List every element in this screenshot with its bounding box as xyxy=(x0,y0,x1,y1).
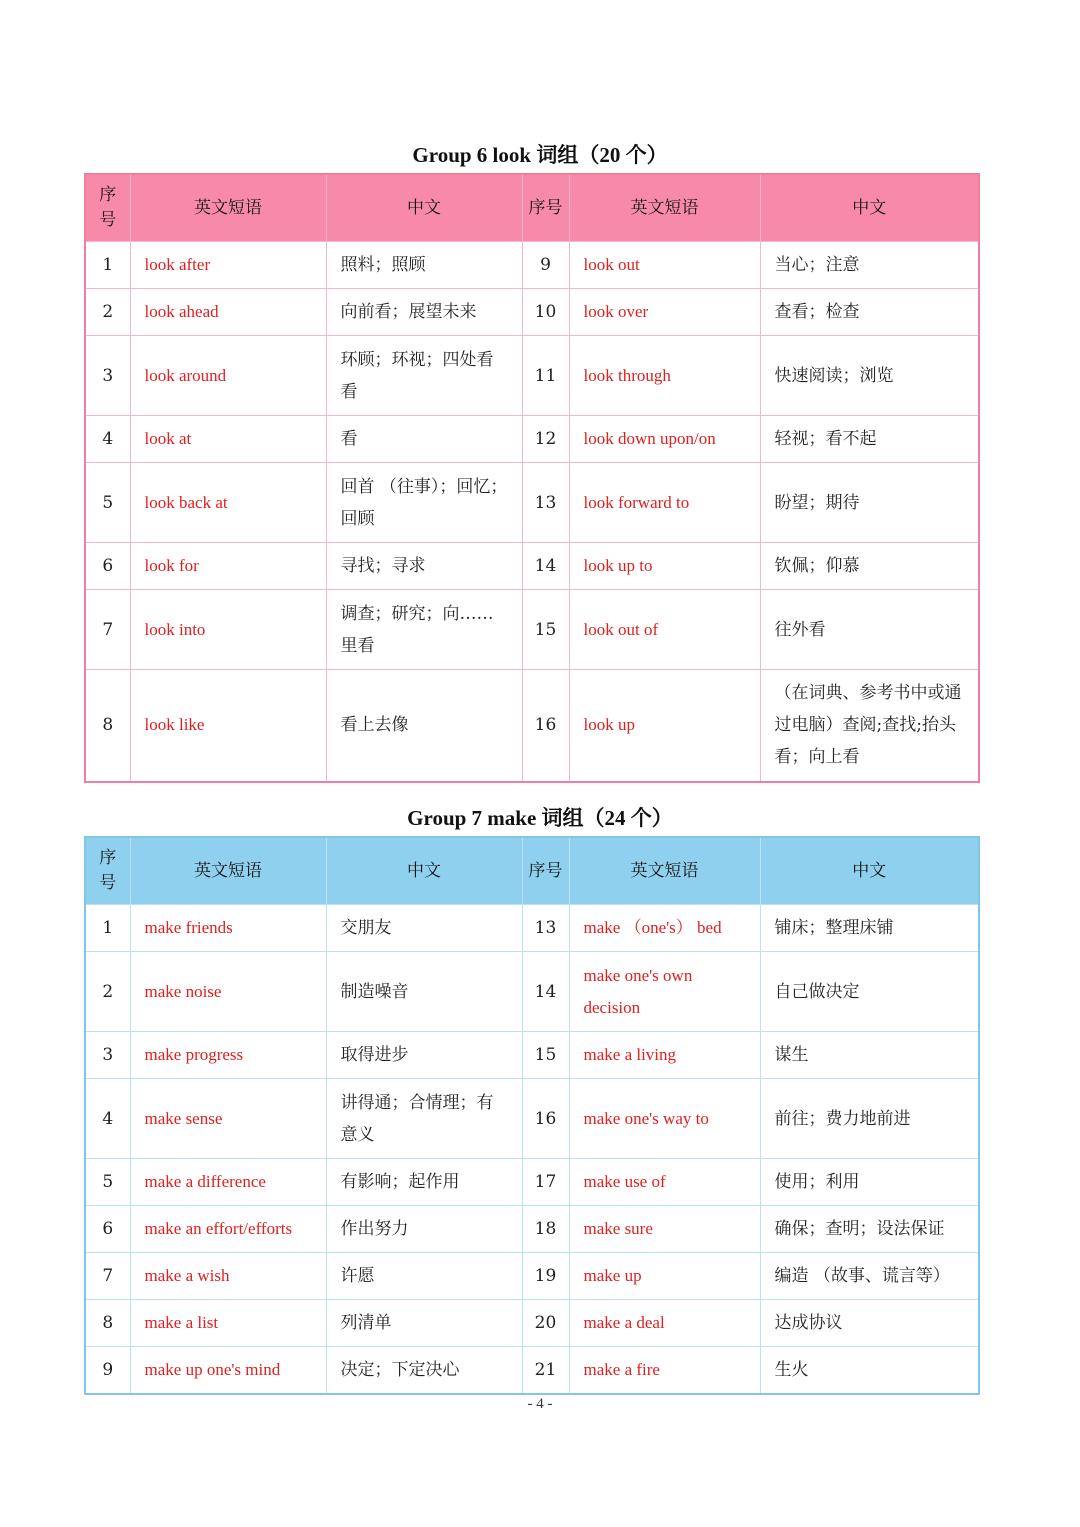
english-phrase: look around xyxy=(130,336,326,416)
row-number: 16 xyxy=(522,1079,569,1159)
english-phrase: make one's own decision xyxy=(569,952,760,1032)
row-number: 3 xyxy=(85,336,130,416)
row-number: 6 xyxy=(85,543,130,590)
table-row xyxy=(85,289,979,336)
table-row xyxy=(85,1032,979,1079)
chinese-meaning: 交朋友 xyxy=(326,905,522,952)
english-phrase: make a list xyxy=(130,1300,326,1347)
chinese-meaning: 自己做决定 xyxy=(760,952,979,1032)
table-row xyxy=(85,543,979,590)
group6-title: Group 6 look 词组（20 个） xyxy=(412,143,668,167)
chinese-meaning: 盼望；期待 xyxy=(760,463,979,543)
english-phrase: make use of xyxy=(569,1159,760,1206)
chinese-meaning: 查看；检查 xyxy=(760,289,979,336)
english-phrase: look for xyxy=(130,543,326,590)
english-phrase: look up xyxy=(569,670,760,782)
table-row xyxy=(85,1347,979,1394)
english-phrase: make up one's mind xyxy=(130,1347,326,1394)
chinese-meaning: 快速阅读；浏览 xyxy=(760,336,979,416)
chinese-meaning: 轻视；看不起 xyxy=(760,416,979,463)
chinese-meaning: 有影响；起作用 xyxy=(326,1159,522,1206)
table-row xyxy=(85,590,979,670)
header-cn: 中文 xyxy=(760,837,979,905)
english-phrase: look down upon/on xyxy=(569,416,760,463)
chinese-meaning: 看上去像 xyxy=(326,670,522,782)
english-phrase: look like xyxy=(130,670,326,782)
group6-table xyxy=(84,173,980,783)
english-phrase: make a wish xyxy=(130,1253,326,1300)
table-header-row xyxy=(85,837,979,905)
english-phrase: make friends xyxy=(130,905,326,952)
row-number: 21 xyxy=(522,1347,569,1394)
chinese-meaning: 列清单 xyxy=(326,1300,522,1347)
row-number: 7 xyxy=(85,1253,130,1300)
row-number: 13 xyxy=(522,905,569,952)
group7-table xyxy=(84,836,980,1395)
chinese-meaning: 调查；研究；向……里看 xyxy=(326,590,522,670)
row-number: 2 xyxy=(85,952,130,1032)
chinese-meaning: 环顾；环视；四处看看 xyxy=(326,336,522,416)
row-number: 14 xyxy=(522,543,569,590)
row-number: 17 xyxy=(522,1159,569,1206)
table-row xyxy=(85,1159,979,1206)
english-phrase: look up to xyxy=(569,543,760,590)
english-phrase: make a deal xyxy=(569,1300,760,1347)
row-number: 8 xyxy=(85,1300,130,1347)
chinese-meaning: 照料；照顾 xyxy=(326,242,522,289)
english-phrase: look into xyxy=(130,590,326,670)
table-row xyxy=(85,416,979,463)
chinese-meaning: 使用；利用 xyxy=(760,1159,979,1206)
table-row xyxy=(85,1206,979,1253)
row-number: 15 xyxy=(522,1032,569,1079)
english-phrase: make noise xyxy=(130,952,326,1032)
row-number: 15 xyxy=(522,590,569,670)
header-cn: 中文 xyxy=(326,174,522,242)
row-number: 10 xyxy=(522,289,569,336)
row-number: 11 xyxy=(522,336,569,416)
english-phrase: make an effort/efforts xyxy=(130,1206,326,1253)
header-cn: 中文 xyxy=(326,837,522,905)
chinese-meaning: 作出努力 xyxy=(326,1206,522,1253)
header-num: 序号 xyxy=(85,174,130,242)
table-row xyxy=(85,1300,979,1347)
chinese-meaning: 谋生 xyxy=(760,1032,979,1079)
chinese-meaning: 前往；费力地前进 xyxy=(760,1079,979,1159)
english-phrase: look forward to xyxy=(569,463,760,543)
chinese-meaning: 许愿 xyxy=(326,1253,522,1300)
table-row xyxy=(85,463,979,543)
table-header-row xyxy=(85,174,979,242)
chinese-meaning: 制造噪音 xyxy=(326,952,522,1032)
chinese-meaning: 决定；下定决心 xyxy=(326,1347,522,1394)
english-phrase: make up xyxy=(569,1253,760,1300)
row-number: 5 xyxy=(85,463,130,543)
english-phrase: look after xyxy=(130,242,326,289)
row-number: 1 xyxy=(85,242,130,289)
chinese-meaning: 确保；查明；设法保证 xyxy=(760,1206,979,1253)
chinese-meaning: 看 xyxy=(326,416,522,463)
row-number: 13 xyxy=(522,463,569,543)
table-row xyxy=(85,1079,979,1159)
row-number: 7 xyxy=(85,590,130,670)
page-number: - 4 - xyxy=(527,1396,553,1412)
chinese-meaning: 讲得通；合情理；有意义 xyxy=(326,1079,522,1159)
english-phrase: look out of xyxy=(569,590,760,670)
english-phrase: make one's way to xyxy=(569,1079,760,1159)
row-number: 3 xyxy=(85,1032,130,1079)
row-number: 18 xyxy=(522,1206,569,1253)
row-number: 14 xyxy=(522,952,569,1032)
header-cn: 中文 xyxy=(760,174,979,242)
english-phrase: look through xyxy=(569,336,760,416)
header-en: 英文短语 xyxy=(130,174,326,242)
header-en: 英文短语 xyxy=(569,174,760,242)
row-number: 5 xyxy=(85,1159,130,1206)
table-row xyxy=(85,905,979,952)
table-row xyxy=(85,952,979,1032)
chinese-meaning: 钦佩；仰慕 xyxy=(760,543,979,590)
chinese-meaning: 达成协议 xyxy=(760,1300,979,1347)
row-number: 2 xyxy=(85,289,130,336)
chinese-meaning: 向前看；展望未来 xyxy=(326,289,522,336)
english-phrase: look back at xyxy=(130,463,326,543)
header-en: 英文短语 xyxy=(569,837,760,905)
row-number: 9 xyxy=(85,1347,130,1394)
chinese-meaning: 当心；注意 xyxy=(760,242,979,289)
english-phrase: make （one's） bed xyxy=(569,905,760,952)
row-number: 4 xyxy=(85,416,130,463)
table-row xyxy=(85,242,979,289)
chinese-meaning: 取得进步 xyxy=(326,1032,522,1079)
chinese-meaning: 生火 xyxy=(760,1347,979,1394)
group7-title: Group 7 make 词组（24 个） xyxy=(407,806,673,830)
english-phrase: make sense xyxy=(130,1079,326,1159)
row-number: 20 xyxy=(522,1300,569,1347)
header-en: 英文短语 xyxy=(130,837,326,905)
header-num: 序号 xyxy=(85,837,130,905)
table-row xyxy=(85,1253,979,1300)
chinese-meaning: 回首 （往事）；回忆；回顾 xyxy=(326,463,522,543)
row-number: 4 xyxy=(85,1079,130,1159)
english-phrase: look over xyxy=(569,289,760,336)
chinese-meaning: 寻找；寻求 xyxy=(326,543,522,590)
english-phrase: make sure xyxy=(569,1206,760,1253)
table-row xyxy=(85,336,979,416)
english-phrase: make a living xyxy=(569,1032,760,1079)
english-phrase: look at xyxy=(130,416,326,463)
table-row xyxy=(85,670,979,782)
english-phrase: look out xyxy=(569,242,760,289)
chinese-meaning: （在词典、参考书中或通过电脑）查阅;查找;抬头看；向上看 xyxy=(760,670,979,782)
row-number: 12 xyxy=(522,416,569,463)
row-number: 16 xyxy=(522,670,569,782)
english-phrase: make a difference xyxy=(130,1159,326,1206)
row-number: 8 xyxy=(85,670,130,782)
chinese-meaning: 编造 （故事、谎言等） xyxy=(760,1253,979,1300)
row-number: 9 xyxy=(522,242,569,289)
row-number: 19 xyxy=(522,1253,569,1300)
chinese-meaning: 铺床；整理床铺 xyxy=(760,905,979,952)
row-number: 1 xyxy=(85,905,130,952)
english-phrase: look ahead xyxy=(130,289,326,336)
chinese-meaning: 往外看 xyxy=(760,590,979,670)
header-num: 序号 xyxy=(522,174,569,242)
row-number: 6 xyxy=(85,1206,130,1253)
english-phrase: make progress xyxy=(130,1032,326,1079)
english-phrase: make a fire xyxy=(569,1347,760,1394)
header-num: 序号 xyxy=(522,837,569,905)
